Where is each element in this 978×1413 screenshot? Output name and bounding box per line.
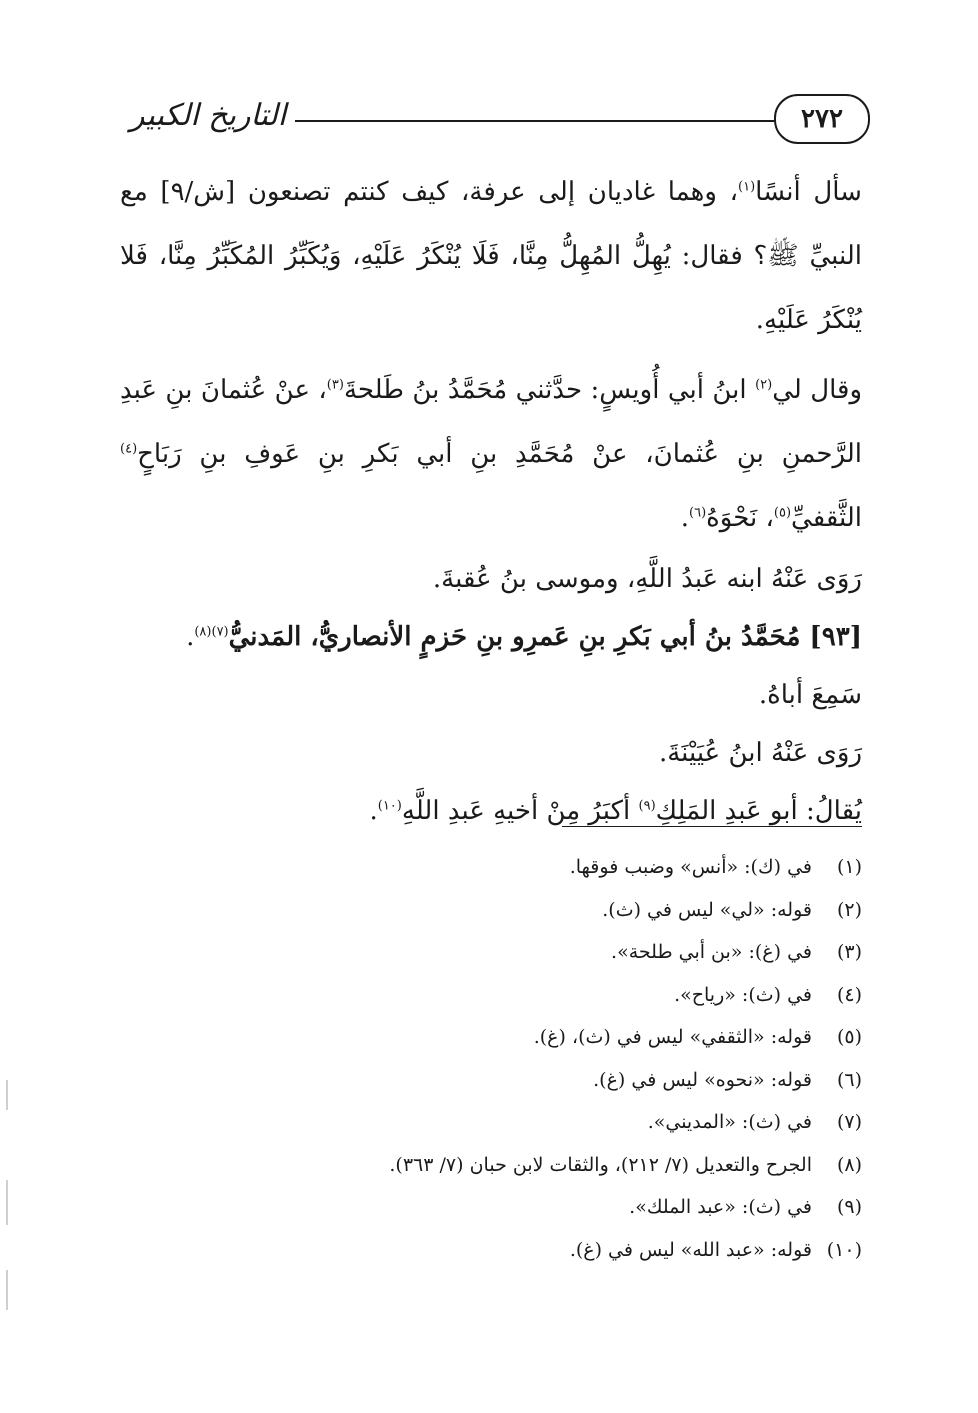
footnote-ref: (١) <box>738 179 756 195</box>
footnote <box>120 1144 862 1187</box>
text: سأل أنسًا <box>755 177 862 207</box>
footnote <box>120 1016 862 1059</box>
footnote-text: في (ك): «أنس» وضبب فوقها. <box>569 856 812 878</box>
footnotes-list <box>120 846 862 1271</box>
footnote-number: (٣) <box>836 941 862 963</box>
footnote-ref: (٩) <box>638 798 656 814</box>
text: الثَّقفيِّ <box>791 503 862 533</box>
text: . <box>369 796 378 826</box>
text: . <box>680 503 690 533</box>
text: وقال لي <box>772 375 863 405</box>
footnote-number: (٥) <box>836 1026 862 1048</box>
footnote-separator <box>562 826 862 827</box>
kunya-line <box>120 782 862 840</box>
footnote-text: في (ث): «المديني». <box>647 1111 812 1133</box>
footnote-number: (٦) <box>836 1068 862 1091</box>
footnote-text: قوله: «عبد الله» ليس في (غ). <box>569 1238 812 1261</box>
text: ، وهما غاديان إلى عرفة، كيف كنتم تصنعون [ش/٩] مع النبيِّ ﷺ؟ فقال: يُهِلُّ المُهِلُّ مِنَّا، فَلَا يُنْكَرُ عَلَيْهِ، وَيُكَبِّرُ المُكَبِّرُ مِنَّا، فَلا يُنْكَرُ عَلَيْهِ. <box>120 177 862 335</box>
text: ، نَحْوَهُ <box>706 503 774 533</box>
footnote <box>120 1186 862 1229</box>
footnote-number: (١) <box>836 856 862 878</box>
entry-heading <box>120 608 862 666</box>
footnote-ref: (٢) <box>755 377 773 393</box>
footnote-ref: (٣) <box>326 377 344 393</box>
footnote-number: (٩) <box>836 1196 862 1218</box>
footnote <box>120 931 862 974</box>
main-text <box>120 160 862 840</box>
narrators-line: رَوَى عَنْهُ ابنه عَبدُ اللَّهِ، وموسى بنُ عُقبةَ. <box>432 564 862 594</box>
footnote-number: (٤) <box>836 983 862 1006</box>
footnote-text: في (ث): «رياح». <box>674 983 812 1006</box>
page-header <box>130 92 870 152</box>
page-number: ٢٧٢ <box>774 94 870 144</box>
footnote-ref: (٧)(٨) <box>194 624 229 640</box>
footnote <box>120 974 862 1017</box>
footnote-ref: (١٠) <box>377 798 402 814</box>
book-title: التاريخ الكبير <box>130 98 287 133</box>
paragraph-2 <box>120 358 862 550</box>
text: أكبَرُ مِنْ أخيهِ عَبدِ اللَّهِ <box>401 796 639 826</box>
footnote-text: في (غ): «بن أبي طلحة». <box>611 941 812 963</box>
footnote-number: (١٠) <box>826 1238 862 1261</box>
footnote-text: قوله: «الثقفي» ليس في (ث)، (غ). <box>533 1026 812 1048</box>
scan-margin-mark <box>6 1080 8 1110</box>
header-rule <box>295 120 775 122</box>
heard-line: سَمِعَ أباهُ. <box>758 680 862 710</box>
paragraph-1 <box>120 160 862 352</box>
text: يُقالُ: أبو عَبدِ المَلِكِ <box>655 796 862 826</box>
footnote-text: في (ث): «عبد الملك». <box>629 1196 812 1218</box>
text: ابنُ أبي أُويسٍ: حدَّثني مُحَمَّدُ بنُ طَلحةَ <box>343 375 756 405</box>
text: ، عنْ عُثمانَ بنِ عَبدِ الرَّحمنِ بنِ عُثمانَ، عنْ مُحَمَّدِ بنِ أبي بَكرِ بنِ عَوفِ بنِ رَبَاحٍ <box>120 375 862 469</box>
entry-title: [٩٣] مُحَمَّدُ بنُ أبي بَكرِ بنِ عَمرِو بنِ حَزمٍ الأنصاريُّ، المَدنيُّ <box>228 622 862 652</box>
footnote <box>120 1059 862 1102</box>
footnote <box>120 1229 862 1272</box>
footnote-ref: (٦) <box>689 505 707 521</box>
footnote-ref: (٥) <box>773 505 792 521</box>
scan-margin-mark <box>6 1270 8 1310</box>
footnote-text: قوله: «نحوه» ليس في (غ). <box>593 1068 812 1091</box>
footnote-number: (٨) <box>836 1153 862 1176</box>
scan-margin-mark <box>6 1180 8 1225</box>
footnote <box>120 889 862 932</box>
footnote <box>120 1101 862 1144</box>
narrated-line: رَوَى عَنْهُ ابنُ عُيَيْنَةَ. <box>658 738 862 768</box>
footnote-text: قوله: «لي» ليس في (ث). <box>602 898 812 921</box>
text: . <box>186 622 195 652</box>
footnote <box>120 846 862 889</box>
footnote-number: (٢) <box>836 898 862 921</box>
footnote-text: الجرح والتعديل (٧/ ٢١٢)، والثقات لابن حبان (٧/ ٣٦٣). <box>389 1153 812 1176</box>
footnote-number: (٧) <box>836 1111 862 1133</box>
footnote-ref: (٤) <box>120 441 138 457</box>
